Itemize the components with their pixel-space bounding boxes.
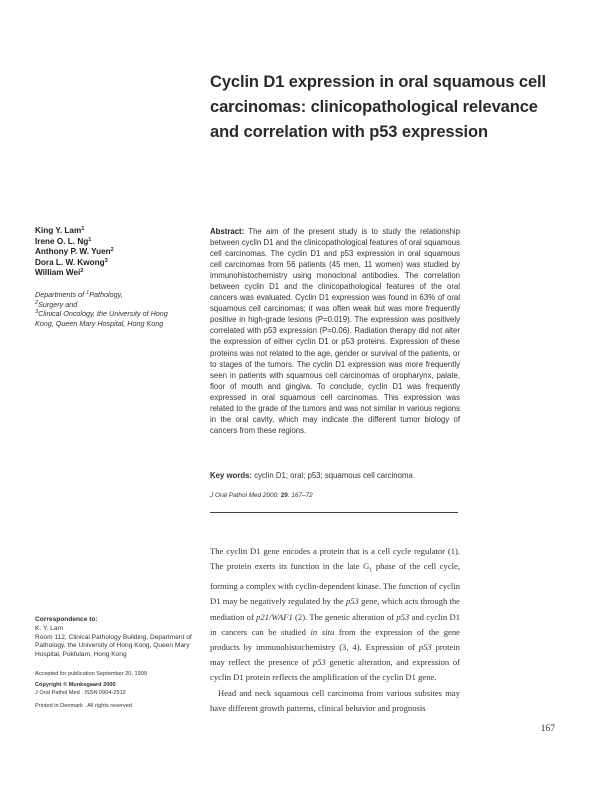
correspondence-heading: Correspondence to: xyxy=(35,616,98,623)
body-paragraph: Head and neck squamous cell carcinoma from various subsites may have different growth patterns, clinical behavior and prognosis xyxy=(210,687,460,713)
author-name: Dora L. W. Kwong$^3$ xyxy=(35,257,108,267)
affiliations xyxy=(35,290,185,328)
author-name: Irene O. L. Ng$^1$ xyxy=(35,236,92,246)
correspondence-name: K. Y. Lam xyxy=(35,624,63,632)
journal-citation: J Oral Pathol Med 2000: 29: 167–72 xyxy=(210,492,313,499)
keywords xyxy=(210,471,460,481)
keywords-text: cyclin D1; oral; p53; squamous cell carcinoma xyxy=(254,471,413,480)
body-text xyxy=(210,544,460,716)
accepted-date: Accepted for publication September 20, 1999 xyxy=(35,671,147,677)
printed-notice: Printed in Denmark . All rights reserved xyxy=(35,703,132,709)
correspondence-address: Room 112, Clinical Pathology Building, Department of Pathology, the University of Hong Kong, Queen Mary Hospital, Pokfulam, Hong Kong xyxy=(35,633,192,659)
abstract-text: The aim of the present study is to study the relationship between cyclin D1 and the clinicopathological features of oral squamous cell carcinomas. The cyclin D1 and p53 expression in oral squamous cell carcinomas from 56 patients (45 men, 11 women) was studied by immunohistochemistry using monoclonal antibodies. The correlation between cyclin D1 and the clinicopathological features of the oral cancers was evaluated. Cyclin D1 expression was found in 63% of oral squamous cell carcinomas; it was often weak but was more frequently positive in high-grade lesions (P=0.019). The expression was positively correlated with p53 expression (P=0.06). Radiation therapy did not alter the expression of either cyclin D1 or p53 proteins. Expression of these proteins was not related to the age, gender or survival of the patients, or to stages of the tumors. The cyclin D1 expression was more frequently seen in patients with squamous cell carcinomas of oropharynx, palate, floor of mouth and gingiva. To conclude, cyclin D1 was frequently expressed in oral squamous cell carcinomas. This expression was related to the grade of the tumors and was not similar in various regions in the oral cavity, which may indicate the different tumor biology of cancers from these regions. xyxy=(210,227,460,435)
abstract-label: Abstract: xyxy=(210,227,245,236)
affiliation-line: $^3$Clinical Oncology, the University of Hong Kong, Queen Mary Hospital, Hong Kong xyxy=(35,309,168,328)
author-name: Anthony P. W. Yuen$^2$ xyxy=(35,247,114,257)
section-divider xyxy=(210,512,458,513)
issn-line: J Oral Pathol Med . ISSN 0904-2512 xyxy=(35,689,126,696)
copyright-holder: Copyright © Munksgaard 2000 xyxy=(35,682,116,688)
affiliation-line: $^2$Surgery and xyxy=(35,299,78,309)
abstract xyxy=(210,226,460,436)
correspondence xyxy=(35,616,195,660)
author-name: King Y. Lam$^1$ xyxy=(35,226,85,235)
article-title: Cyclin D1 expression in oral squamous cell carcinomas: clinicopathological relevance and correlation with p53 expression xyxy=(210,73,547,141)
keywords-label: Key words: xyxy=(210,471,253,480)
author-list xyxy=(35,226,185,279)
author-name: William Wei$^2$ xyxy=(35,268,84,278)
body-paragraph: The cyclin D1 gene encodes a protein that is a cell cycle regulator (1). The protein exerts its function in the late $G_1$ phase of the cell cycle, forming a complex with cyclin-dependent kinase. The function of cyclin D1 may be negatively regulated by the p53 gene, which acts through the mediation of p21/WAF1 (2). The genetic alteration of p53 and cyclin D1 in cancers can be studied in situ from the expression of the gene products by immunohistochemistry (3, 4). Expression of p53 protein may reflect the presence of p53 genetic alteration, and expression of cyclin D1 protein reflects the amplification of the cyclin D1 gene. xyxy=(210,546,461,683)
copyright xyxy=(35,682,195,697)
page-number: 167 xyxy=(540,724,555,734)
affiliation-line: Departments of $^1$Pathology, xyxy=(35,290,123,299)
